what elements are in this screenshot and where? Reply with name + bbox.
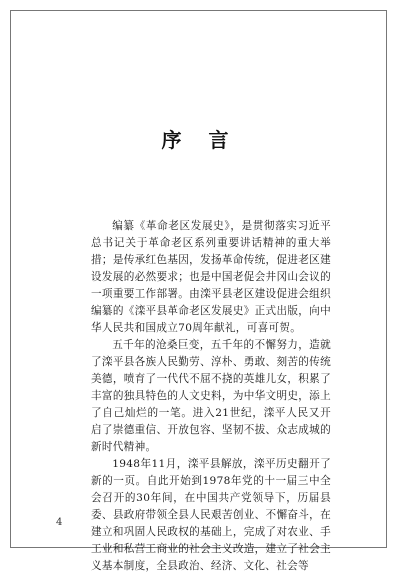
paragraph-3: 1948年11月，滦平县解放，滦平历史翻开了新的一页。自此开始到1978年党的十一届三中全会召开的30年间，在中国共产党领导下，历届县委、县政府带领全县人民艰苦创业、不懈奋斗，在建立和巩固人民政权的基础上，完成了对农业、手工业和私营工商业的社会主义改造，建立了社会主义基本制度，全县政治、经济、文化、社会等 [91,458,331,572]
paragraph-1: 编纂《革命老区发展史》，是贯彻落实习近平总书记关于革命老区系列重要讲话精神的重大举措；是传承红色基因，发扬革命传统，促进老区建设发展的必然要求；也是中国老促会井冈山会议的一项重要工作部署。由滦平县老区建设促进会组织编纂的《滦平县革命老区发展史》正式出版，向中华人民共和国成立70周年献礼，可喜可贺。 [91,220,331,334]
page-number: 4 [56,517,63,528]
page-title: 序 言 [161,128,239,152]
paragraph-2: 五千年的沧桑巨变，五千年的不懈努力，造就了滦平县各族人民勤劳、淳朴、勇敢、刻苦的传统美德，喷育了一代代不屈不挠的英雄儿女，积累了丰富的独具特色的人文史料，为中华文明史，添上了自己灿烂的一笔。进入21世纪，滦平人民又开启了崇德重信、开放包容、坚韧不拔、众志成城的新时代精神。 [91,339,331,453]
body-text [91,218,331,575]
